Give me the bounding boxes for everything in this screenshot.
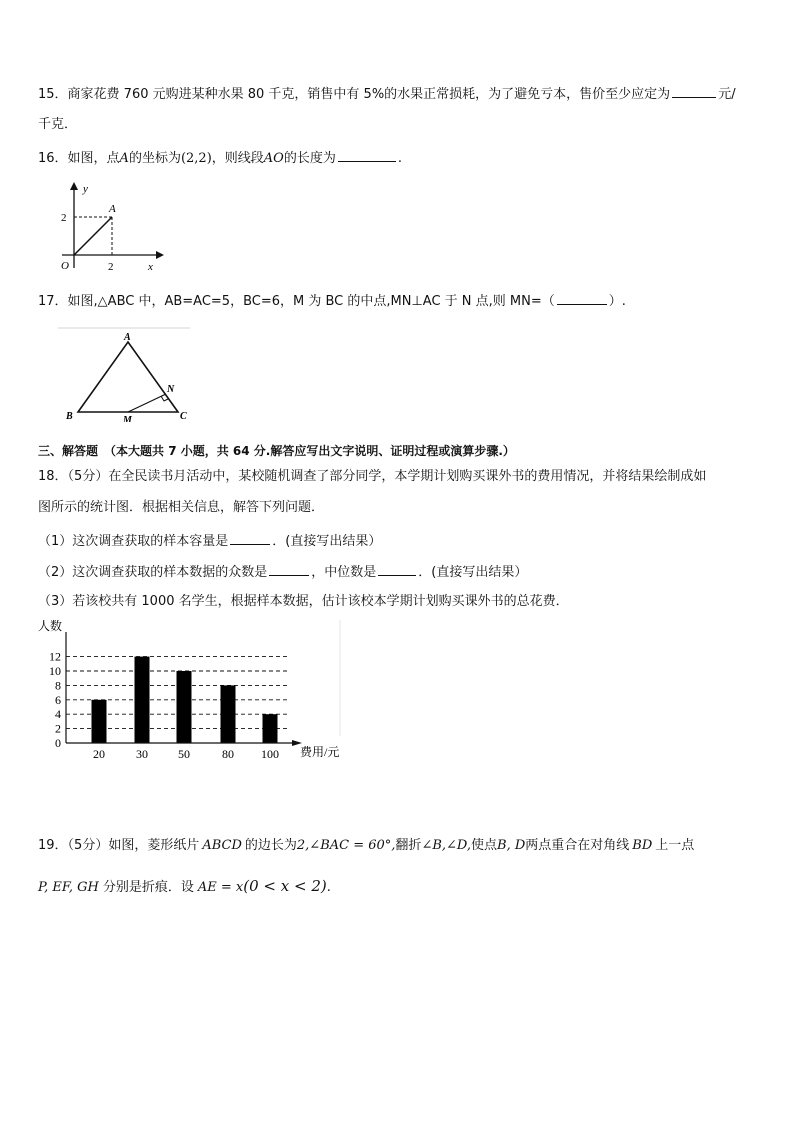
q16-x-label: x [148,261,153,273]
q19-text-5: 两点重合在对角线 [525,838,630,853]
q17-segment-mn [128,394,166,412]
q16-text-3: ，则线段 [211,151,264,166]
q15-line1 [38,84,736,104]
section-3-heading [38,442,515,460]
chart-y-tick-label: 4 [55,707,61,722]
q19-angles: ∠B,∠D, [421,838,471,853]
q16-coordinate-figure [52,178,172,273]
chart-y-tick-label: 0 [55,736,61,750]
q16-line [38,148,402,168]
q16-point-a-label: A [109,203,116,215]
q18-line2: 图所示的统计图．根据相关信息，解答下列问题． [38,500,325,515]
q17-line [38,291,626,311]
q17-label-c: C [180,411,187,422]
q19-condition: 2,∠BAC = 60°, [296,838,396,853]
q16-y-arrow [70,182,78,190]
chart-y-tick-label: 6 [55,692,61,707]
q18-sub2-text: （2）这次调查获取的样本数据的众数是 [38,565,268,580]
q18-mode-blank[interactable] [269,562,309,576]
q15-text: 15．商家花费 760 元购进某种水果 80 千克，销售中有 5%的水果正常损耗，为了避免亏本，售价至少应定为 [38,87,671,102]
q19-text-3: 翻折 [395,838,422,853]
chart-y-tick-label: 2 [55,721,61,736]
chart-y-tick-label: 10 [49,664,61,678]
q16-x-tick-2: 2 [108,261,114,273]
q18-sub2-hint: ．(直接写出结果） [418,565,528,580]
q18-sub2-mid: ，中位数是 [311,565,377,580]
q19-range: (0 < x < 2) [243,877,327,895]
q16-text-1: 16．如图，点 [38,151,120,166]
chart-y-tick-label: 12 [49,649,61,664]
q18-sub1-blank[interactable] [230,531,270,545]
chart-bar [221,685,236,743]
q19-text-2: 的边长为 [244,838,297,853]
q18-sub1-hint: ．(直接写出结果） [272,534,382,549]
q19-period: . [326,880,331,895]
q18-sub3: （3）若该校共有 1000 名学生，根据样本数据，估计该校本学期计划购买课外书的总花费． [38,594,569,609]
q16-period: . [397,151,402,166]
chart-bar [263,714,278,743]
q19-text-7: 分别是折痕．设 [102,880,194,895]
q19-points-bd: B, D [497,838,526,853]
q18-sub1 [38,531,381,551]
q16-segment-line [74,217,112,255]
chart-y-label: 人数 [38,619,63,633]
q19-diagonal-bd: BD [632,838,653,853]
section-3-description: （本大题共 7 小题，共 64 分.解答应写出文字说明、证明过程或演算步骤.） [104,444,515,458]
q17-triangle-figure [58,326,198,422]
q15-unit: 元/ [718,87,736,102]
chart-x-tick-label: 80 [222,747,234,761]
chart-bar [92,700,107,743]
q17-answer-blank[interactable] [557,291,607,305]
q16-segment-ao: AO [263,151,284,166]
q16-point-a: A [119,151,129,166]
chart-x-tick-label: 30 [136,747,148,761]
q18-bar-chart [30,616,360,761]
chart-x-label: 费用/元 [300,745,340,759]
q16-text-2: 的坐标为 [128,151,181,166]
q15-line2: 千克． [38,117,78,132]
q19-abcd: ABCD [202,838,242,853]
chart-bar [135,657,150,743]
q16-text-4: 的长度为 [283,151,336,166]
q16-y-tick-2: 2 [61,212,67,224]
q17-label-n: N [167,384,175,395]
chart-x-tick-label: 50 [178,747,190,761]
q17-end: ）. [608,294,626,309]
q19-text-4: 使点 [471,838,498,853]
q17-label-a: A [124,332,131,343]
q18-median-blank[interactable] [378,562,416,576]
q17-triangle [78,342,178,412]
q19-text-1: 19．（5分）如图，菱形纸片 [38,838,200,853]
chart-x-tick-label: 20 [93,747,105,761]
q18-line1: 18．（5分）在全民读书月活动中，某校随机调查了部分同学，本学期计划购买课外书的费用情况，并将结果绘制成如 [38,469,707,484]
q17-label-b: B [66,411,73,422]
chart-y-tick-label: 8 [55,678,61,693]
q15-answer-blank[interactable] [672,84,716,98]
section-3-title: 三、解答题 [38,444,99,458]
q17-label-m: M [123,415,132,422]
q16-x-arrow [156,251,164,259]
chart-bar [177,671,192,743]
q19-ae-eq: AE = x [197,880,244,895]
q16-origin-label: O [61,260,69,272]
q16-y-label: y [83,183,88,195]
chart-x-tick-label: 100 [261,747,279,761]
q17-text: 17．如图,△ABC 中，AB=AC=5，BC=6，M 为 BC 的中点,MN⊥AC 于 N 点,则 MN=（ [38,294,555,309]
q19-line1 [38,837,694,855]
q19-points-creases: P, EF, GH [38,880,99,895]
q18-sub1-text: （1）这次调查获取的样本容量是 [38,534,229,549]
q19-line2 [38,877,331,897]
q16-answer-blank[interactable] [338,148,396,162]
q18-sub2 [38,562,527,582]
q16-coord: (2,2) [180,151,212,166]
q19-text-6: 上一点 [655,838,695,853]
